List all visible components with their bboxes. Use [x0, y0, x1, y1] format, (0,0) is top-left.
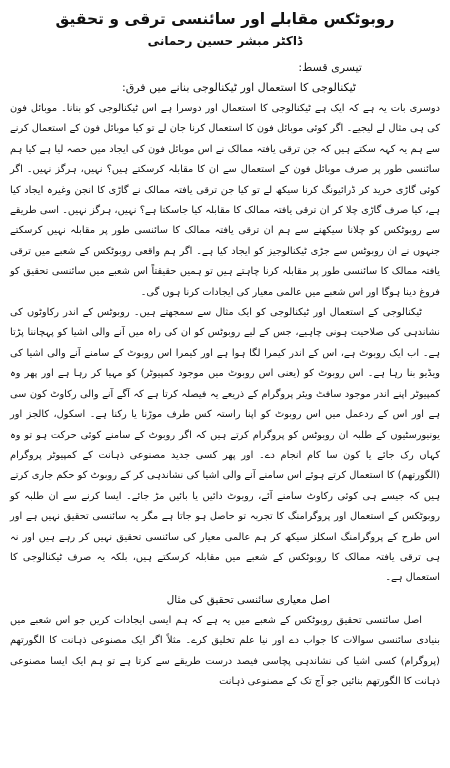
section-subheading: ٹیکنالوجی کا استعمال اور ٹیکنالوجی بنانے میں فرق:: [122, 81, 356, 94]
author-byline: ڈاکٹر مبشر حسین رحمانی: [147, 34, 303, 48]
body-paragraph-3: اصل سائنسی تحقیق روبوٹکس کے شعبے میں یہ ہے کہ ہم ایسی ایجادات کریں جو اس شعبے میں بنیادی سائنسی سوالات کا جواب دے اور نیا علم تخلیق کرے۔ مثلاً اگر ایک مصنوعی ذہانت کا الگورتھم (پروگرام) کسی اشیا کی نشاندہی پچاسی فیصد درست طریقے سے کرتا ہے تو ہم ایک ایسا مصنوعی ذہانت کا الگورتھم بنائیں جو آج تک کے مصنوعی ذہانت: [10, 614, 440, 687]
body-paragraph-2: ٹیکنالوجی کے استعمال اور ٹیکنالوجی کو ایک مثال سے سمجھتے ہیں۔ روبوٹس کے اندر رکاوٹوں کی نشاندہی کی صلاحیت ہونی چاہیے، جس کے لیے روبوٹس کو ان کی راہ میں آنے والی اشیا کو پہچاننا پڑتا ہے۔ اب ایک روبوٹ ہے، اس کے اندر کیمرا لگا ہوا ہے اور کیمرا اس روبوٹ کے سامنے آنے والی اشیا کی ویڈیو بنا رہا ہے۔ اس روبوٹ کو (یعنی اس روبوٹ میں موجود کمپیوٹر) کو مہیا کر رہا ہے اور پھر وہ کمپیوٹر اپنے اندر موجود سافٹ ویئر پروگرام کے ذریعے یہ فیصلہ کرتا ہے کہ آگے آنے والی رکاوٹ کون سی ہے اور اس کے ردعمل میں اس روبوٹ کو اپنا راستہ کس طرف موڑنا یا رکنا ہے۔ اسکول، کالجز اور یونیورسٹیوں کے طلبہ ان روبوٹس کو پروگرام کرتے ہیں کہ اگر روبوٹ کے سامنے کوئی حرکت ہو تو وہ کہاں رک جائے یا کون سا کام انجام دے۔ اور پھر کسی جدید مصنوعی ذہانت کے کمپیوٹر پروگرام (الگورتھم) کا استعمال کرتے ہوئے اس سامنے آنے والی اشیا کی نشاندہی کر کے روبوٹ کو حکم جاری کرتے ہیں کہ جیسے ہی کوئی رکاوٹ سامنے آئے، روبوٹ دائیں یا بائیں مڑ جائے۔ ایسا کرنے سے ان طلبہ کو روبوٹکس کے استعمال اور پروگرامنگ کا تجربہ تو حاصل ہو جاتا ہے مگر یہ سائنسی تحقیق نہیں ہے اور اس طرح کے پروگرامنگ اسکلز سیکھ کر ہم عالمی معیار کی سائنسی تحقیق نہیں کر رہے ہیں اور نہ ہی ترقی یافتہ ممالک کا روبوٹکس کے شعبے میں مقابلہ کرسکتے ہیں، بلکہ یہ صرف ٹیکنالوجی کا استعمال ہے۔: [10, 307, 440, 584]
section-heading-example: اصل معیاری سائنسی تحقیق کی مثال: [166, 593, 330, 606]
installment-label: تیسری قسط:: [298, 61, 362, 74]
body-paragraph-1: دوسری بات یہ ہے کہ ایک ہے ٹیکنالوجی کا استعمال اور دوسرا ہے اس ٹیکنالوجی کو بنانا۔ موبائل فون کی ہی مثال لے لیجیے۔ اگر کوئی موبائل فون کا استعمال کرنا جان لے تو کیا موبائل فون کے استعمال کرنے سے ہم یہ کہہ سکتے ہیں کہ جن ترقی یافتہ ممالک نے اس موبائل فون کی ایجاد میں حصہ لیا ہے کیا ہم سائنسی طور پر صرف موبائل فون کے استعمال سے ان کا مقابلہ کرسکتے ہیں؟ نہیں، ہرگز نہیں۔ اگر کوئی گاڑی خرید کر ڈرائیونگ کرنا سیکھ لے تو کیا جن ترقی یافتہ ممالک نے گاڑی کا انجن وغیرہ ایجاد کیا ہے، کیا صرف گاڑی چلا کر ان ترقی یافتہ ممالک کا مقابلہ کیا جاسکتا ہے؟ نہیں، ہرگز نہیں۔ اسی طریقے سے روبوٹکس کو چلانا سیکھنے سے ہم ان ترقی یافتہ ممالک کا سائنسی طور پر مقابلہ نہیں کرسکتے جنہوں نے ان روبوٹس سے جڑی ٹیکنالوجیز کو ایجاد کیا ہے۔ اگر ہم واقعی روبوٹکس کے شعبے میں ترقی یافتہ ممالک کا سائنسی طور پر مقابلہ کرنا چاہتے ہیں تو ہمیں حقیقتاً اس شعبے میں سائنسی تحقیق کو فروغ دینا ہوگا اور اس شعبے میں عالمی معیار کی ایجادات کرنا ہوں گی۔: [10, 103, 440, 298]
article-title: روبوٹکس مقابلے اور سائنسی ترقی و تحقیق: [55, 10, 395, 28]
